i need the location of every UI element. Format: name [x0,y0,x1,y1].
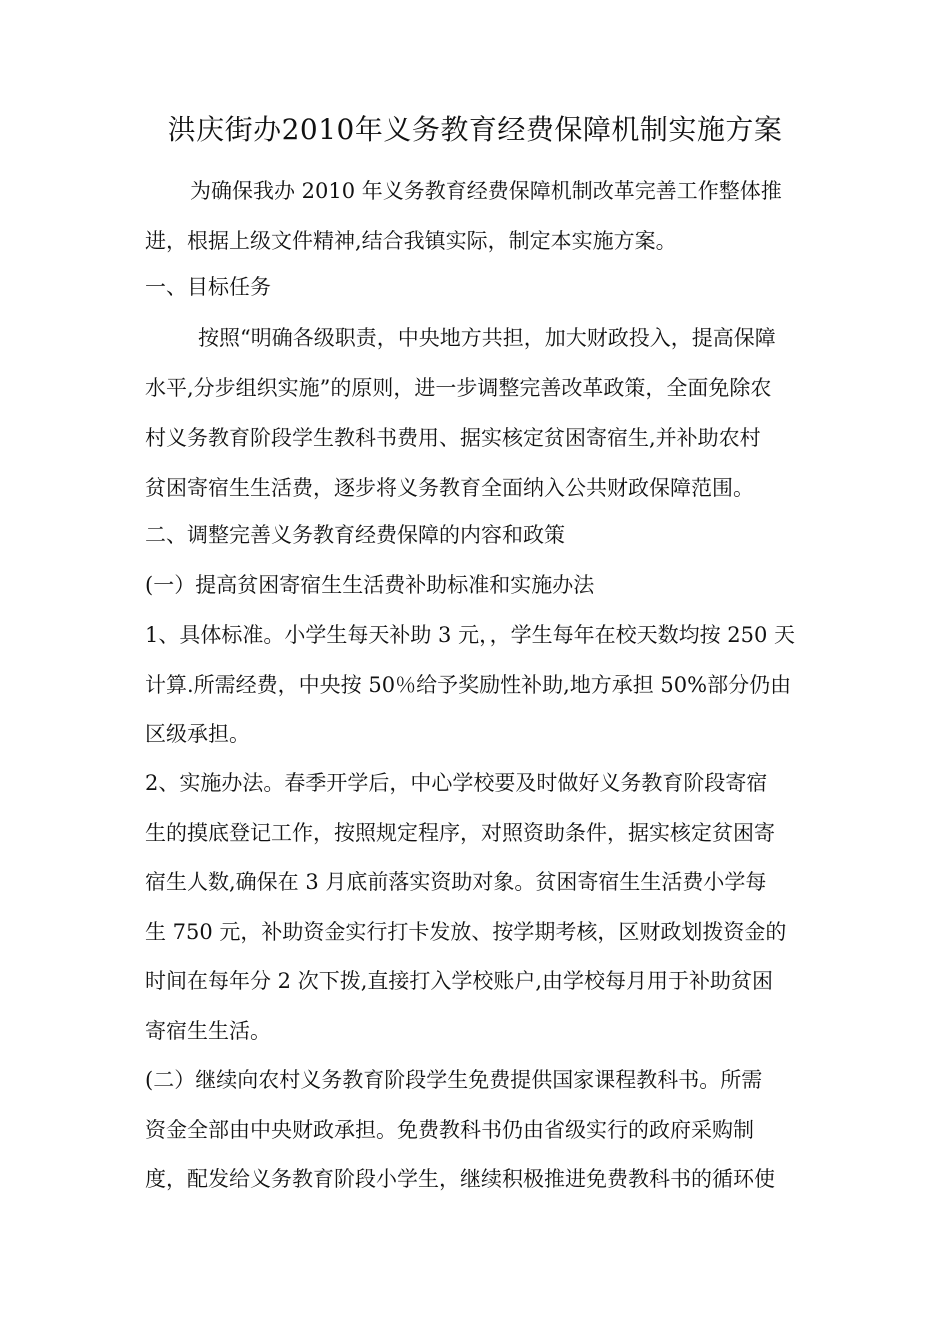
section-heading: 二、调整完善义务教育经费保障的内容和政策 [145,523,565,547]
paragraph-line: 度，配发给义务教育阶段小学生，继续积极推进免费教科书的循环使 [145,1167,775,1191]
paragraph-line: 贫困寄宿生生活费，逐步将义务教育全面纳入公共财政保障范围。 [145,476,754,500]
paragraph-line: 为确保我办 2010 年义务教育经费保障机制改革完善工作整体推 [190,179,782,203]
paragraph-line: 宿生人数,确保在 3 月底前落实资助对象。贫困寄宿生生活费小学每 [145,870,767,894]
paragraph-line: 计算.所需经费，中央按 50％给予奖励性补助,地方承担 50%部分仍由 [145,673,792,697]
paragraph-line: 进，根据上级文件精神,结合我镇实际，制定本实施方案。 [145,229,677,253]
subsection-heading: (二）继续向农村义务教育阶段学生免费提供国家课程教科书。所需 [145,1068,763,1092]
document-title: 洪庆街办2010年义务教育经费保障机制实施方案 [167,113,783,146]
paragraph-line: 寄宿生生活。 [145,1019,271,1043]
paragraph-line: 水平,分步组织实施”的原则，进一步调整完善改革政策，全面免除农 [145,376,772,400]
paragraph-line: 生的摸底登记工作，按照规定程序，对照资助条件，据实核定贫困寄 [145,821,775,845]
paragraph-line: 生 750 元，补助资金实行打卡发放、按学期考核，区财政划拨资金的 [145,920,787,944]
subsection-heading: (一）提高贫困寄宿生生活费补助标准和实施办法 [145,573,595,597]
paragraph-line: 区级承担。 [145,722,250,746]
paragraph-line: 2、实施办法。春季开学后，中心学校要及时做好义务教育阶段寄宿 [145,771,768,795]
paragraph-line: 村义务教育阶段学生教科书费用、据实核定贫困寄宿生,并补助农村 [145,426,761,450]
paragraph-line: 1、具体标准。小学生每天补助 3 元，，学生每年在校天数均按 250 天 [145,623,796,647]
paragraph-line: 时间在每年分 2 次下拨,直接打入学校账户,由学校每月用于补助贫困 [145,969,774,993]
paragraph-line: 按照“明确各级职责，中央地方共担，加大财政投入，提高保障 [198,326,776,350]
section-heading: 一、目标任务 [145,275,271,299]
paragraph-line: 资金全部由中央财政承担。免费教科书仍由省级实行的政府采购制 [145,1118,754,1142]
